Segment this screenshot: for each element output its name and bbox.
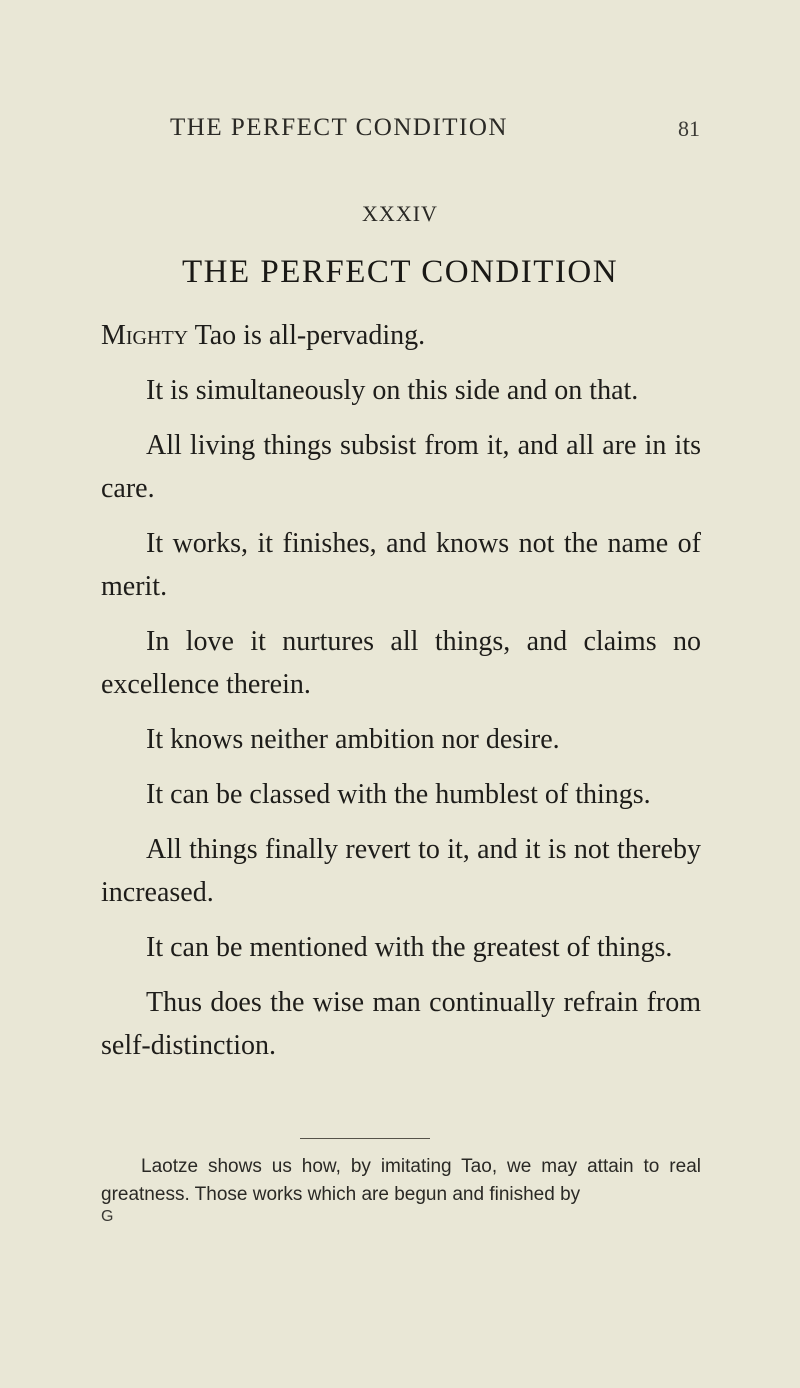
verse-2: It is simultaneously on this side and on that. [146, 375, 639, 406]
running-title: THE PERFECT CONDITION [170, 114, 508, 141]
verse-5: In love it nurtures all things, and claims no excellence therein. [101, 626, 701, 700]
running-head [170, 114, 690, 142]
page-number: 81 [678, 116, 700, 141]
footnote-divider [300, 1138, 430, 1139]
signature-mark: G [101, 1208, 114, 1225]
verse-1 [101, 314, 701, 357]
verse-3: All living things subsist from it, and all are in its care. [101, 430, 701, 504]
verse-6: It knows neither ambition nor desire. [146, 724, 560, 755]
chapter-title: THE PERFECT CONDITION [181, 254, 619, 290]
verse-list [101, 314, 701, 1079]
verse-9: It can be mentioned with the greatest of things. [146, 932, 673, 963]
verse-4: It works, it finishes, and knows not the name of merit. [101, 528, 701, 602]
verse-7: It can be classed with the humblest of things. [146, 779, 651, 810]
verse-10: Thus does the wise man continually refrain from self-distinction. [101, 987, 701, 1061]
verse-8: All things finally revert to it, and it is not thereby increased. [101, 834, 701, 908]
footnote: Laotze shows us how, by imitating Tao, we may attain to real greatness. Those works which are begun and finished by [101, 1156, 701, 1205]
verse-1-text: Tao is all-pervading. [188, 320, 426, 351]
verse-1-lead-word: Mighty [101, 320, 189, 351]
chapter-number: XXXIV [362, 201, 438, 226]
